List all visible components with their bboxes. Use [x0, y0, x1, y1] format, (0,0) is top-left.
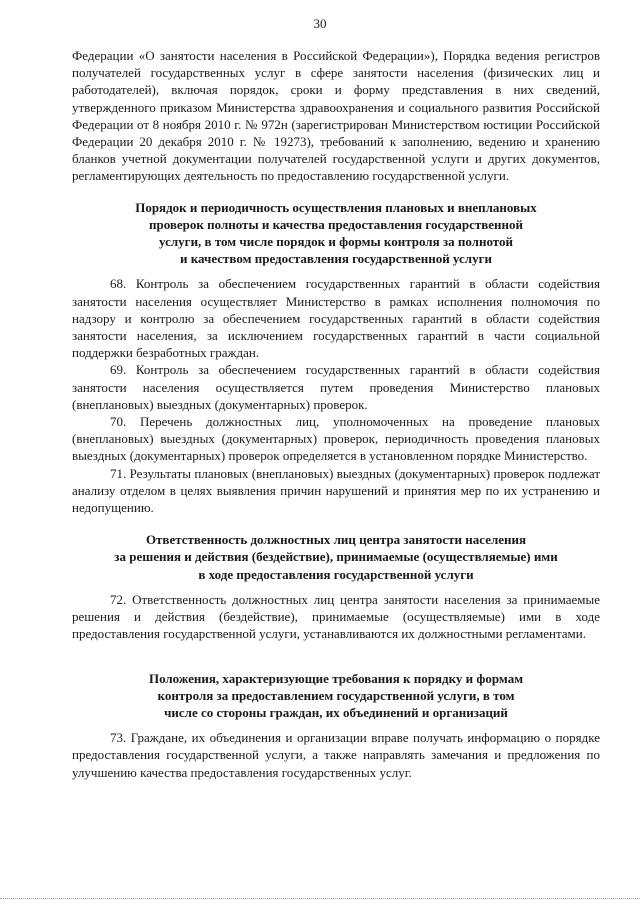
- paragraph-70: 70. Перечень должностных лиц, уполномоченных на проведение плановых (внеплановых) выездных (документарных) проверок, периодичность проведения плановых выездных (документарных) проверок определяется в установленном порядке Министерство.: [72, 414, 600, 464]
- paragraph-72: 72. Ответственность должностных лиц центра занятости населения за принимаемые решения и действия (бездействие), принимаемые (осуществляемые) ими в ходе предоставления государственной услуги, устанавливаются их должностными регламентами.: [72, 591, 600, 642]
- heading-line: в ходе предоставления государственной услуги: [198, 566, 474, 582]
- paragraph-69: 69. Контроль за обеспечением государственных гарантий в области содействия занятости населения осуществляется путем проведения Министерство плановых (внеплановых) выездных (документарных) проверок.: [72, 362, 600, 412]
- section-body-responsibility: [72, 591, 600, 643]
- heading-line: Положения, характеризующие требования к порядку и формам: [148, 670, 524, 686]
- heading-line: числе со стороны граждан, их объединений и организаций: [164, 704, 508, 720]
- page-bottom-divider: [0, 898, 640, 899]
- heading-line: Ответственность должностных лиц центра занятости населения: [145, 532, 527, 548]
- section-heading-responsibility: [72, 531, 600, 583]
- heading-line: Порядок и периодичность осуществления плановых и внеплановых: [135, 199, 537, 215]
- heading-line: проверок полноты и качества предоставления государственной: [148, 216, 524, 232]
- section-heading-inspections: [72, 199, 600, 268]
- section-heading-public-control: [72, 670, 600, 722]
- heading-line: услуги, в том числе порядок и формы контроля за полнотой: [159, 234, 513, 250]
- intro-paragraph: Федерации «О занятости населения в Российской Федерации»), Порядка ведения регистров получателей государственных услуг в сфере занятости населения (физических лиц и работодателей), включая порядок, сроки и форму представления в них сведений, утвержденного приказом Министерства здравоохранения и социального развития Российской Федерации от 8 ноября 2010 г. № 972н (зарегистрирован Министерством юстиции Российской Федерации 20 декабря 2010 г. № 19273), требований к заполнению, ведению и хранению бланков учетной документации получателей государственной услуги и других документов, регламентирующих деятельность по предоставлению государственной услуги.: [72, 48, 600, 184]
- section-body-inspections: [72, 275, 600, 516]
- heading-line: и качеством предоставления государственной услуги: [180, 251, 492, 267]
- section-body-public-control: [72, 729, 600, 781]
- heading-line: за решения и действия (бездействие), принимаемые (осуществляемые) ими: [114, 549, 558, 565]
- document-body: [72, 47, 600, 781]
- heading-line: контроля за предоставлением государственной услуги, в том: [157, 687, 515, 703]
- page-number: 30: [313, 16, 327, 31]
- paragraph-71: 71. Результаты плановых (внеплановых) выездных (документарных) проверок подлежат анализу отделом в целях выявления причин нарушений и принятия мер по их устранению и недопущению.: [72, 465, 600, 516]
- paragraph-68: 68. Контроль за обеспечением государственных гарантий в области содействия занятости населения осуществляет Министерство в рамках исполнения полномочия по надзору и контролю за обеспечением государственных гарантий в области содействия занятости населения, за исключением государственных гарантий в части социальной поддержки безработных граждан.: [72, 276, 600, 361]
- paragraph-73: 73. Граждане, их объединения и организации вправе получать информацию о порядке предоставления государственной услуги, а также направлять замечания и предложения по улучшению качества предоставления государственных услуг.: [72, 730, 600, 780]
